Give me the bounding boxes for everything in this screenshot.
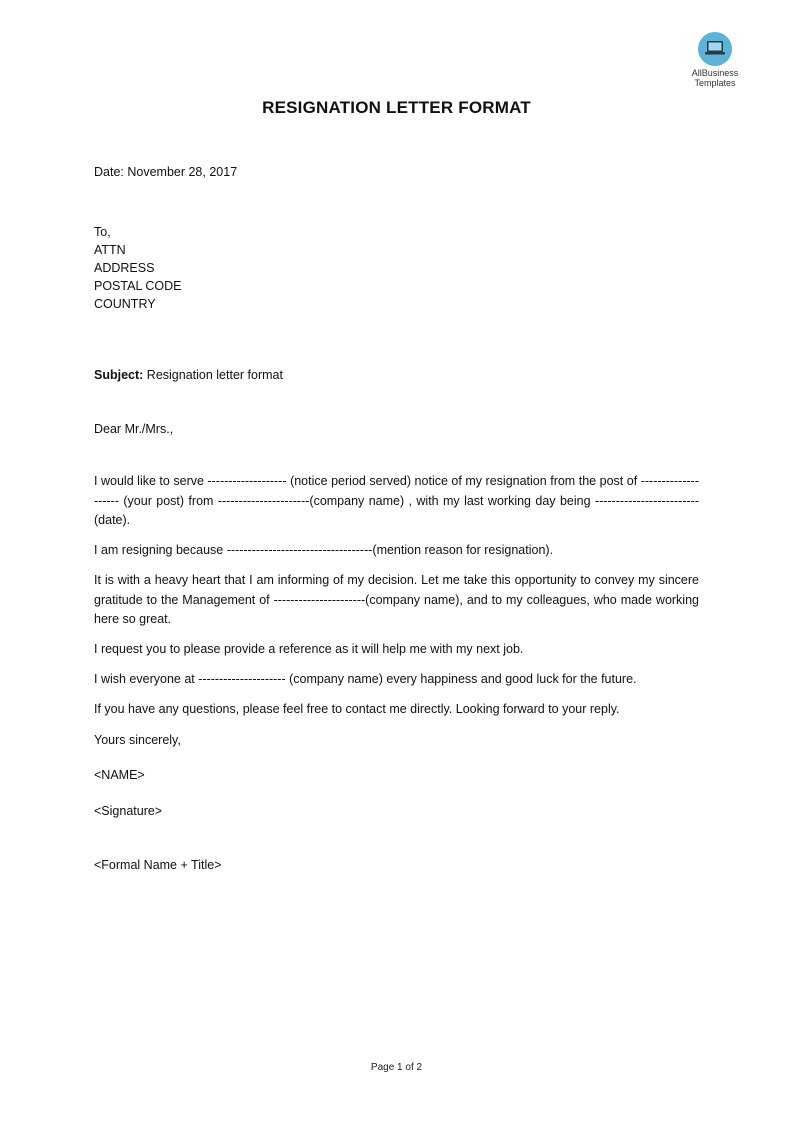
sender-signature: <Signature> [94, 804, 163, 818]
brand-line-1: AllBusiness [691, 68, 739, 78]
address-country: COUNTRY [94, 297, 156, 311]
subject-label: Subject: [94, 368, 144, 382]
brand-name [684, 68, 746, 88]
brand-line-2: Templates [694, 78, 736, 88]
closing: Yours sincerely, [94, 733, 181, 747]
laptop-icon [698, 32, 732, 66]
sender-name: <NAME> [94, 768, 145, 782]
body-paragraph-wishes: I wish everyone at --------------------- (company name) every happiness and good luck for the future. [94, 672, 637, 686]
address-line: ADDRESS [94, 261, 155, 275]
body-paragraph-reference: I request you to please provide a reference as it will help me with my next job. [94, 642, 524, 656]
address-to: To, [94, 225, 111, 239]
brand-logo [684, 32, 746, 88]
address-postal-code: POSTAL CODE [94, 279, 182, 293]
body-paragraph-reason: I am resigning because -----------------------------------(mention reason for resignation). [94, 543, 554, 557]
salutation: Dear Mr./Mrs., [94, 422, 174, 436]
sender-formal-name: <Formal Name + Title> [94, 858, 222, 872]
subject-text: Resignation letter format [143, 368, 283, 382]
page-number: Page 1 of 2 [370, 1062, 423, 1073]
body-paragraph-notice: I would like to serve ------------------- (notice period served) notice of my resignation from the post of -------------------- (your post) from ----------------------(company name) , with my last working day being -------------------------(date). [94, 474, 699, 527]
body-paragraph-gratitude: It is with a heavy heart that I am informing of my decision. Let me take this opportunity to convey my sincere gratitude to the Management of ----------------------(company name), and to my colleagues, who made working here so great. [94, 573, 699, 626]
document-title: RESIGNATION LETTER FORMAT [262, 98, 531, 117]
body-paragraph-contact: If you have any questions, please feel free to contact me directly. Looking forward to your reply. [94, 702, 620, 716]
subject-line [94, 366, 283, 384]
address-attn: ATTN [94, 243, 126, 257]
letter-date: Date: November 28, 2017 [94, 165, 238, 179]
